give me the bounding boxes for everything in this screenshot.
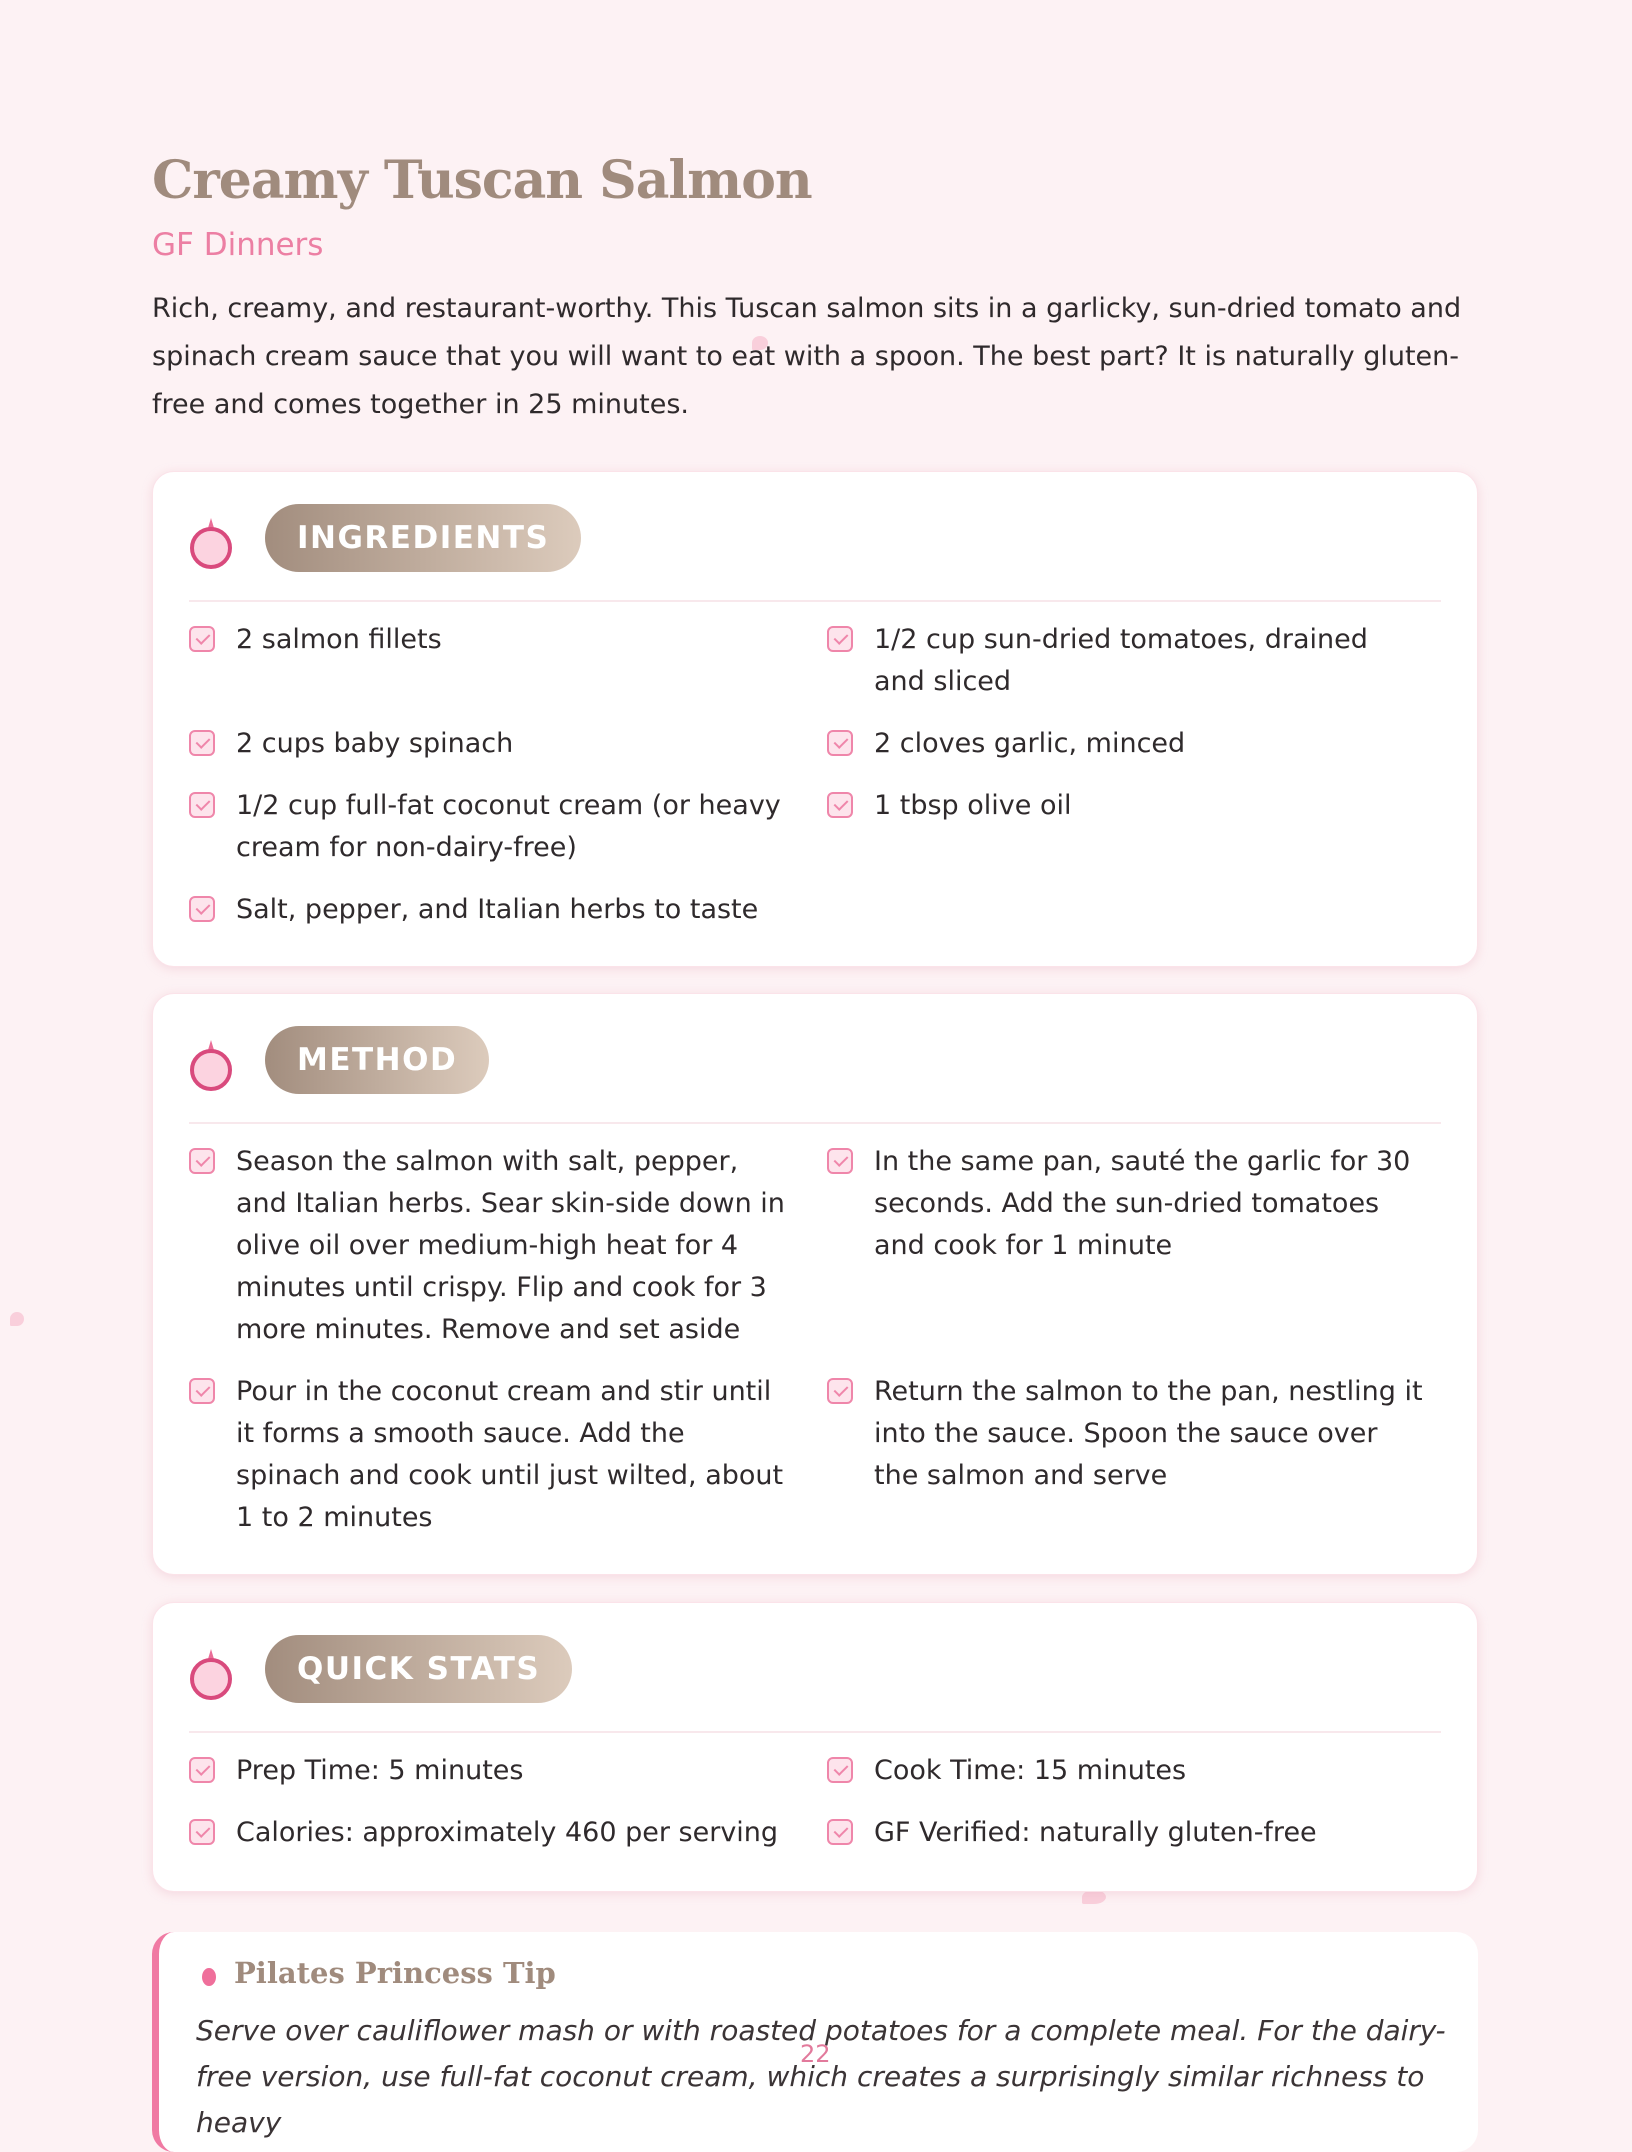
checkbox-icon [189, 730, 215, 756]
ingredient-item: 2 salmon fillets [189, 619, 789, 661]
recipe-intro: Rich, creamy, and restaurant-worthy. This Tuscan salmon sits in a garlicky, sun-dried tomato and spinach cream sauce that you will want to eat with a spoon. The best part? It is naturally gluten-free and comes together in 25 minutes. [152, 293, 1462, 420]
ingredient-item: 1 tbsp olive oil [827, 785, 1427, 827]
checkbox-icon [189, 896, 215, 922]
stat-item: Calories: approximately 460 per serving [189, 1812, 789, 1854]
checkbox-icon [827, 1378, 853, 1404]
ingredients-heading: INGREDIENTS [265, 504, 581, 572]
ingredients-card [152, 471, 1478, 967]
checkbox-icon [827, 1148, 853, 1174]
ingredients-header [189, 504, 1441, 602]
checkbox-icon [189, 1757, 215, 1783]
onion-icon [189, 1036, 233, 1096]
checkbox-icon [827, 1819, 853, 1845]
onion-icon [189, 1645, 233, 1705]
decorative-petal [1082, 1890, 1106, 1904]
method-card [152, 993, 1478, 1575]
checkbox-icon [189, 792, 215, 818]
method-step: Return the salmon to the pan, nestling it into the sauce. Spoon the sauce over the salmon and serve [827, 1371, 1427, 1497]
quick-stats-header [189, 1635, 1441, 1733]
method-step: In the same pan, sauté the garlic for 30 seconds. Add the sun-dried tomatoes and cook for 1 minute [827, 1141, 1427, 1267]
checkbox-icon [827, 730, 853, 756]
ingredient-item: 1/2 cup full-fat coconut cream (or heavy cream for non-dairy-free) [189, 785, 789, 869]
checkbox-icon [827, 626, 853, 652]
page-number: 22 [800, 2040, 831, 2068]
method-heading: METHOD [265, 1026, 489, 1094]
ingredient-item: 1/2 cup sun-dried tomatoes, drained and sliced [827, 619, 1427, 703]
tip-body: Serve over cauliflower mash or with roasted potatoes for a complete meal. For the dairy-free version, use full-fat coconut cream, which creates a surprisingly similar richness to heavy [196, 2014, 1446, 2139]
decorative-petal [10, 1312, 24, 1326]
tip-title: Pilates Princess Tip [234, 1956, 556, 1990]
ingredient-item: Salt, pepper, and Italian herbs to taste [189, 889, 789, 931]
stat-item: GF Verified: naturally gluten-free [827, 1812, 1427, 1854]
onion-icon [189, 514, 233, 574]
recipe-category: GF Dinners [152, 227, 324, 263]
method-header [189, 1026, 1441, 1124]
stat-item: Prep Time: 5 minutes [189, 1750, 789, 1792]
method-step: Season the salmon with salt, pepper, and Italian herbs. Sear skin-side down in olive oil over medium-high heat for 4 minutes until crispy. Flip and cook for 3 more minutes. Remove and set aside [189, 1141, 789, 1351]
checkbox-icon [189, 626, 215, 652]
checkbox-icon [189, 1378, 215, 1404]
method-step: Pour in the coconut cream and stir until it forms a smooth sauce. Add the spinach and cook until just wilted, about 1 to 2 minutes [189, 1371, 789, 1539]
quick-stats-heading: QUICK STATS [265, 1635, 572, 1703]
ingredient-item: 2 cloves garlic, minced [827, 723, 1427, 765]
checkbox-icon [189, 1819, 215, 1845]
bullet-icon [202, 1968, 216, 1986]
recipe-title: Creamy Tuscan Salmon [152, 150, 812, 211]
checkbox-icon [189, 1148, 215, 1174]
quick-stats-card [152, 1602, 1478, 1892]
stat-item: Cook Time: 15 minutes [827, 1750, 1427, 1792]
checkbox-icon [827, 1757, 853, 1783]
checkbox-icon [827, 792, 853, 818]
ingredient-item: 2 cups baby spinach [189, 723, 789, 765]
